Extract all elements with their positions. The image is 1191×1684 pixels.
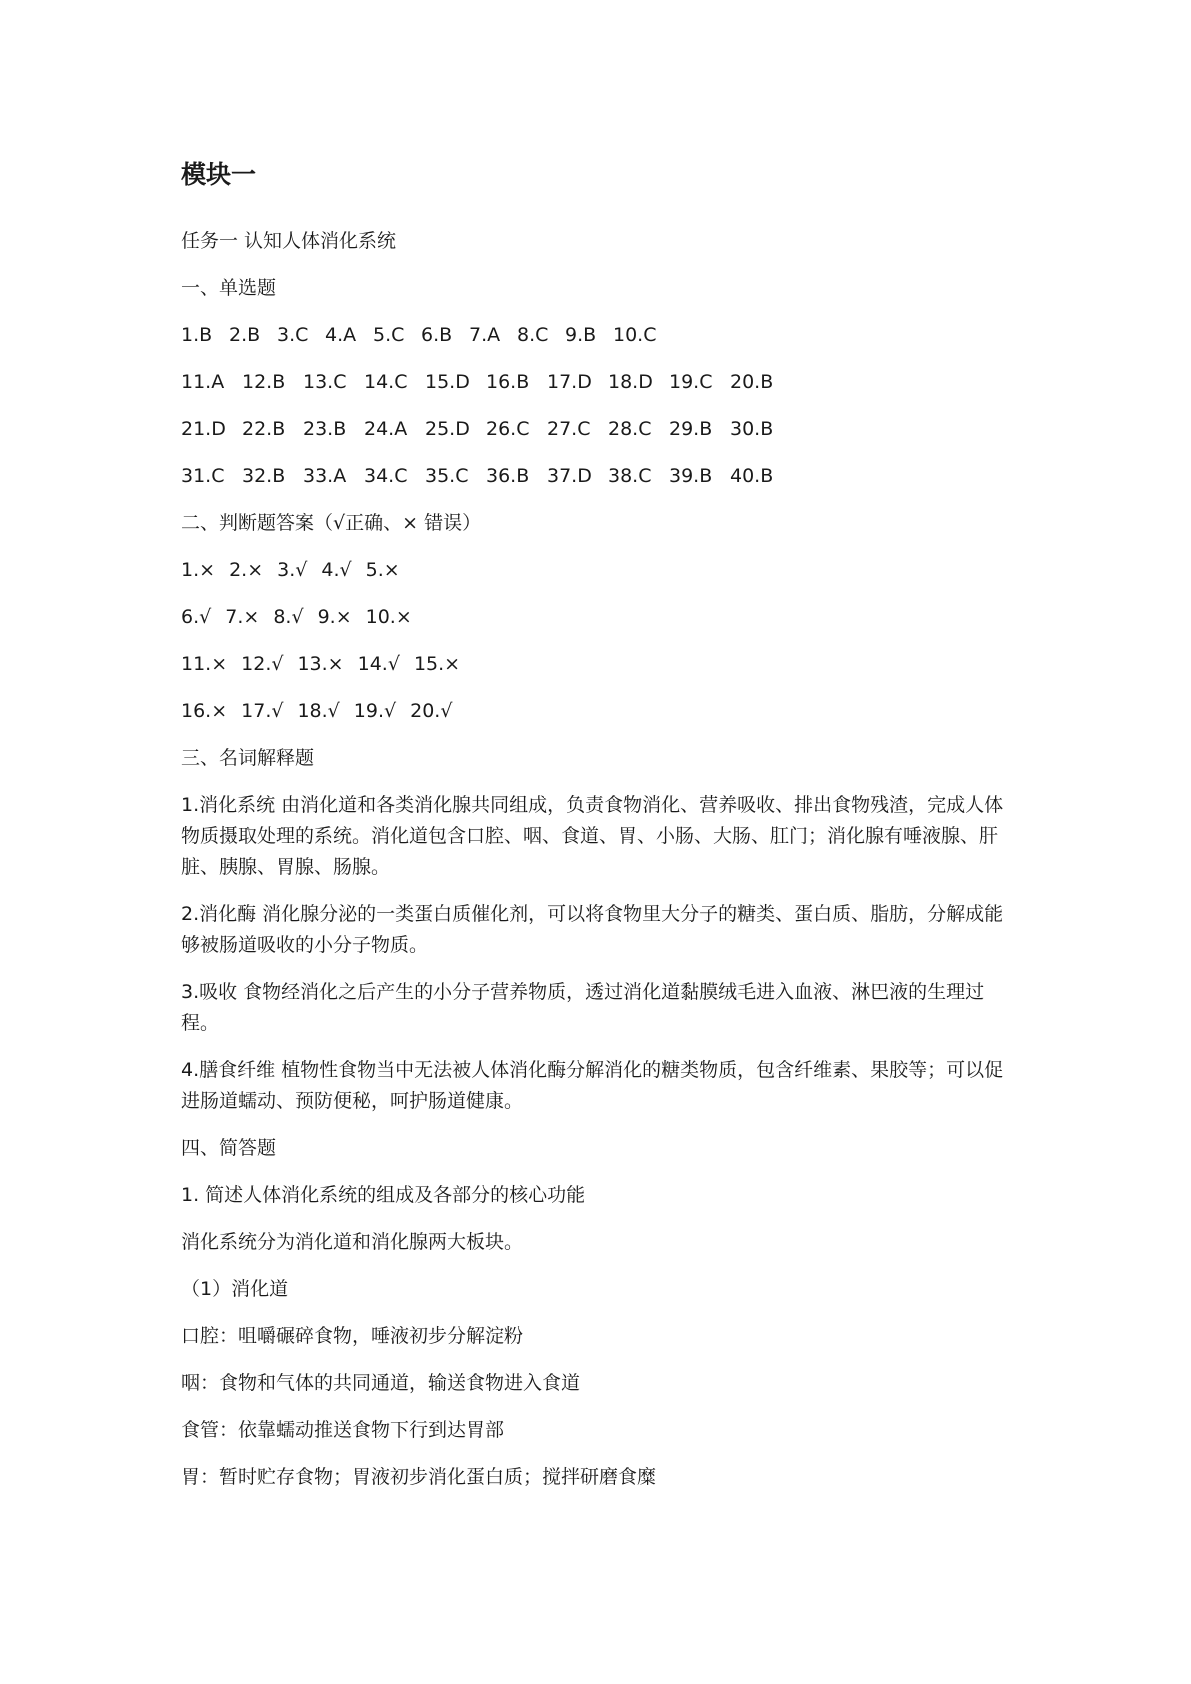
answer-item: 31.C [181, 465, 225, 487]
answer-item: 40.B [730, 465, 774, 487]
digestive-organ-item: 食管：依靠蠕动推送食物下行到达胃部 [181, 1419, 505, 1441]
section-title-judgement: 二、判断题答案（√正确、× 错误） [181, 512, 482, 534]
answer-item: 12.√ [241, 653, 284, 675]
answer-item: 7.× [225, 606, 260, 628]
answer-item: 21.D [181, 418, 226, 440]
answer-item: 39.B [669, 465, 713, 487]
answer-item: 16.B [486, 371, 530, 393]
answer-item: 38.C [608, 465, 652, 487]
answer-item: 11.A [181, 371, 225, 393]
single-choice-answers [181, 320, 1021, 492]
judgement-answers [181, 555, 1021, 727]
answer-item: 20.B [730, 371, 774, 393]
section-title-short-answer: 四、简答题 [181, 1137, 277, 1159]
answer-item: 4.A [325, 324, 357, 346]
definition-item: 1.消化系统 由消化道和各类消化腺共同组成，负责食物消化、营养吸收、排出食物残渣，完成人体物质摄取处理的系统。消化道包含口腔、咽、食道、胃、小肠、大肠、肛门；消化腺有唾液腺、肝脏、胰腺、胃腺、肠腺。 [181, 794, 1004, 878]
digestive-organ-item: 咽：食物和气体的共同通道，输送食物进入食道 [181, 1372, 581, 1394]
answer-item: 30.B [730, 418, 774, 440]
answer-item: 34.C [364, 465, 408, 487]
answer-item: 15.× [413, 653, 461, 675]
answer-item: 10.× [365, 606, 412, 628]
task-title: 任务一 认知人体消化系统 [181, 230, 397, 252]
answer-item: 26.C [486, 418, 530, 440]
answer-item: 37.D [547, 465, 592, 487]
answer-item: 10.C [613, 324, 657, 346]
answer-item: 14.√ [357, 653, 400, 675]
judgement-row [181, 555, 1021, 586]
answer-item: 8.√ [273, 606, 304, 628]
answer-item: 33.A [303, 465, 347, 487]
answer-item: 8.C [517, 324, 549, 346]
answer-item: 7.A [469, 324, 501, 346]
answer-item: 14.C [364, 371, 408, 393]
short-answer-question: 1. 简述人体消化系统的组成及各部分的核心功能 [181, 1184, 586, 1206]
judgement-row [181, 696, 1021, 727]
definition-item: 2.消化酶 消化腺分泌的一类蛋白质催化剂，可以将食物里大分子的糖类、蛋白质、脂肪，分解成能够被肠道吸收的小分子物质。 [181, 903, 1004, 956]
answer-item: 1.B [181, 324, 213, 346]
answer-item: 35.C [425, 465, 469, 487]
answer-item: 6.B [421, 324, 453, 346]
answer-item: 18.D [608, 371, 653, 393]
answer-item: 13.C [303, 371, 347, 393]
answer-item: 12.B [242, 371, 286, 393]
answer-item: 11.× [181, 653, 228, 675]
answer-item: 9.× [317, 606, 352, 628]
answer-item: 3.C [277, 324, 309, 346]
answer-item: 19.√ [353, 700, 397, 722]
definition-item: 4.膳食纤维 植物性食物当中无法被人体消化酶分解消化的糖类物质，包含纤维素、果胶等；可以促进肠道蠕动、预防便秘，呵护肠道健康。 [181, 1059, 1004, 1112]
digestive-organ-item: 口腔：咀嚼碾碎食物，唾液初步分解淀粉 [181, 1325, 524, 1347]
answer-item: 17.√ [241, 700, 284, 722]
answer-item: 1.× [181, 559, 216, 581]
answer-item: 32.B [242, 465, 286, 487]
definition-item: 3.吸收 食物经消化之后产生的小分子营养物质，透过消化道黏膜绒毛进入血液、淋巴液的生理过程。 [181, 981, 985, 1034]
answer-item: 17.D [547, 371, 592, 393]
answer-item: 25.D [425, 418, 470, 440]
answer-item: 24.A [364, 418, 408, 440]
single-choice-row [181, 414, 1021, 445]
judgement-row [181, 649, 1021, 680]
answer-item: 3.√ [277, 559, 308, 581]
answer-item: 5.C [373, 324, 405, 346]
answer-item: 5.× [365, 559, 400, 581]
answer-item: 23.B [303, 418, 347, 440]
answer-item: 9.B [565, 324, 597, 346]
judgement-row [181, 602, 1021, 633]
section-title-single-choice: 一、单选题 [181, 277, 277, 299]
digestive-organ-item: 胃：暂时贮存食物；胃液初步消化蛋白质；搅拌研磨食糜 [181, 1466, 657, 1488]
single-choice-row [181, 320, 1021, 351]
answer-item: 15.D [425, 371, 470, 393]
answer-item: 2.× [229, 559, 264, 581]
single-choice-row [181, 461, 1021, 492]
short-answer-subheading: （1）消化道 [181, 1278, 289, 1300]
module-heading: 模块一 [181, 160, 257, 189]
section-title-definitions: 三、名词解释题 [181, 747, 315, 769]
answer-item: 19.C [669, 371, 713, 393]
answer-item: 13.× [297, 653, 344, 675]
answer-item: 27.C [547, 418, 591, 440]
answer-item: 36.B [486, 465, 530, 487]
answer-item: 20.√ [410, 700, 453, 722]
answer-item: 28.C [608, 418, 652, 440]
answer-item: 6.√ [181, 606, 212, 628]
document-page [181, 158, 1021, 1509]
single-choice-row [181, 367, 1021, 398]
answer-item: 29.B [669, 418, 713, 440]
short-answer-intro: 消化系统分为消化道和消化腺两大板块。 [181, 1231, 524, 1253]
answer-item: 22.B [242, 418, 286, 440]
answer-item: 2.B [229, 324, 261, 346]
answer-item: 4.√ [321, 559, 352, 581]
answer-item: 16.× [181, 700, 228, 722]
answer-item: 18.√ [297, 700, 340, 722]
